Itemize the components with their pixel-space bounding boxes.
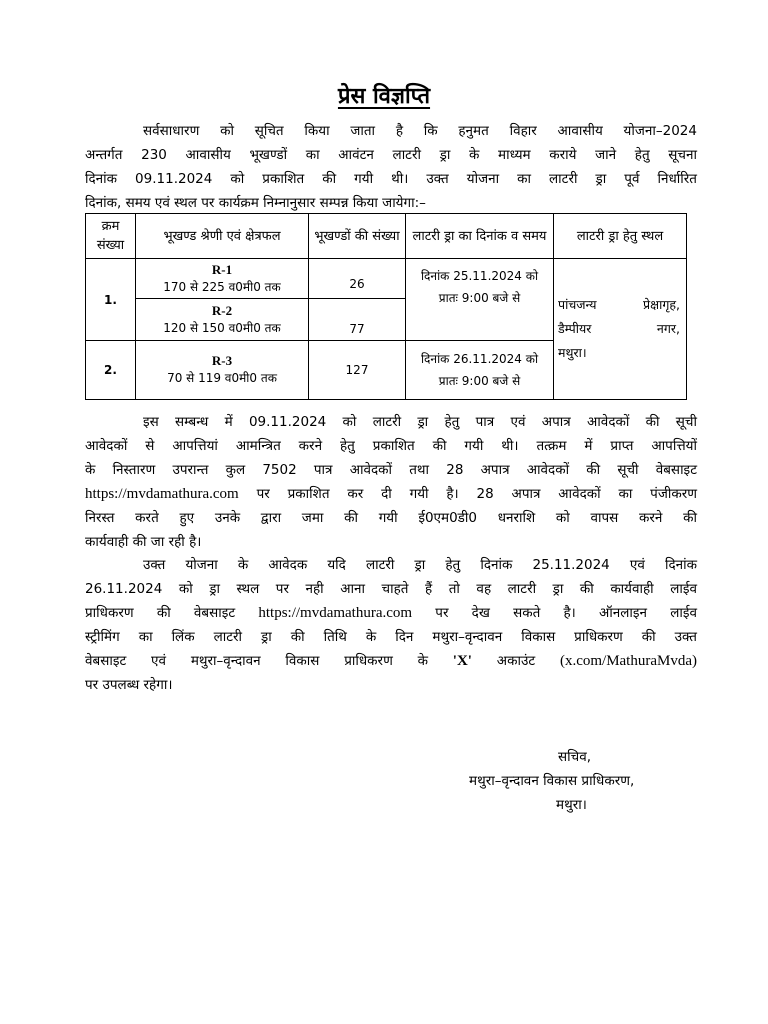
website-link[interactable]: https://mvdamathura.com [258, 605, 413, 621]
venue-cell [554, 259, 687, 400]
venue-line-3: मथुरा। [558, 345, 587, 360]
signature-place: मथुरा। [556, 797, 587, 813]
category-code: R-2 [211, 302, 233, 318]
x-account-label: 'X' [452, 653, 472, 669]
header-datetime: लाटरी ड्रा का दिनांक व समय [406, 214, 554, 259]
venue-line-1: पांचजन्य प्रेक्षागृह, [558, 297, 680, 312]
category-code: R-3 [211, 353, 233, 368]
lottery-schedule-table [85, 213, 687, 400]
live-line-3-text: प्राधिकरण की वेबसाइट [85, 605, 236, 621]
category-cell [136, 341, 309, 400]
live-line-3 [85, 601, 697, 625]
signature-authority: मथुरा–वृन्दावन विकास प्राधिकरण, [469, 773, 635, 789]
eligibility-line-4 [85, 482, 697, 506]
eligibility-paragraph [85, 410, 697, 554]
venue-line-2: डैम्पीयर नगर, [558, 321, 680, 336]
table-header-row [86, 214, 687, 259]
header-venue: लाटरी ड्रा हेतु स्थल [554, 214, 687, 259]
plot-count: 26 [309, 259, 406, 299]
website-link[interactable]: https://mvdamathura.com [85, 486, 239, 502]
intro-line-3: दिनांक 09.11.2024 को प्रकाशित की गयी थी। उक्त योजना का लाटरी ड्रा पूर्व निर्धारित [85, 171, 697, 187]
signature-designation: सचिव, [558, 749, 591, 765]
category-area: 70 से 119 व0मी0 तक [167, 371, 277, 385]
page-title: प्रेस विज्ञप्ति [337, 84, 431, 109]
intro-line-4: दिनांक, समय एवं स्थल पर कार्यक्रम निम्नानुसार सम्पन्न किया जायेगा:– [85, 195, 426, 211]
eligibility-line-3: के निस्तारण उपरान्त कुल 7502 पात्र आवेदकों तथा 28 अपात्र आवेदकों की सूची वेबसाइट [85, 462, 697, 478]
draw-datetime: दिनांक 26.11.2024 को प्रातः 9:00 बजे से [406, 341, 554, 400]
live-line-5-text: वेबसाइट एवं मथुरा–वृन्दावन विकास प्राधिकरण के [85, 653, 428, 669]
category-area: 120 से 150 व0मी0 तक [163, 320, 281, 335]
eligibility-line-5: निरस्त करते हुए उनके द्वारा जमा की गयी ई0एम0डी0 धनराशि को वापस करने की [85, 510, 697, 526]
category-code: R-1 [211, 261, 233, 277]
eligibility-line-4-text: पर प्रकाशित कर दी गयी है। 28 अपात्र आवेदकों का पंजीकरण [256, 486, 697, 502]
live-line-3-text-b: पर देख सकते है। ऑनलाइन लाईव [435, 605, 697, 621]
table-row [86, 259, 687, 299]
category-cell [136, 299, 309, 341]
live-line-5 [85, 649, 697, 673]
header-plots: भूखण्डों की संख्या [309, 214, 406, 259]
intro-paragraph [85, 119, 697, 215]
live-line-1: उक्त योजना के आवेदक यदि लाटरी ड्रा हेतु दिनांक 25.11.2024 एवं दिनांक [143, 557, 697, 573]
intro-line-2: अन्तर्गत 230 आवासीय भूखण्डों का आवंटन लाटरी ड्रा के माध्यम कराये जाने हेतु सूचना [85, 147, 697, 163]
category-area: 170 से 225 व0मी0 तक [163, 279, 281, 294]
draw-datetime: दिनांक 25.11.2024 को प्रातः 9:00 बजे से [406, 259, 554, 341]
row-serial: 1. [86, 259, 136, 341]
header-category: भूखण्ड श्रेणी एवं क्षेत्रफल [136, 214, 309, 259]
plot-count: 77 [309, 299, 406, 341]
live-line-2: 26.11.2024 को ड्रा स्थल पर नही आना चाहते हैं तो वह लाटरी ड्रा की कार्यवाही लाईव [85, 581, 697, 597]
live-stream-paragraph [85, 553, 697, 697]
eligibility-line-2: आवेदकों से आपत्तियां आमन्त्रित करने हेतु प्रकाशित की गयी थी। तत्क्रम में प्राप्त आपत्तियों [85, 438, 697, 454]
category-cell [136, 259, 309, 299]
plot-count: 127 [309, 341, 406, 400]
eligibility-line-6: कार्यवाही की जा रही है। [85, 534, 202, 550]
eligibility-line-1: इस सम्बन्ध में 09.11.2024 को लाटरी ड्रा हेतु पात्र एवं अपात्र आवेदकों की सूची [143, 414, 697, 430]
header-serial: क्रम संख्या [86, 214, 136, 259]
x-account-link[interactable]: (x.com/MathuraMvda) [559, 653, 697, 669]
live-line-5-text-b: अकाउंट [496, 653, 536, 669]
live-line-4: स्ट्रीमिंग का लिंक लाटरी ड्रा की तिथि के दिन मथुरा–वृन्दावन विकास प्राधिकरण की उक्त [85, 629, 697, 645]
live-line-6: पर उपलब्ध रहेगा। [85, 677, 173, 693]
row-serial: 2. [86, 341, 136, 400]
intro-line-1: सर्वसाधारण को सूचित किया जाता है कि हनुमत विहार आवासीय योजना–2024 [143, 123, 697, 139]
